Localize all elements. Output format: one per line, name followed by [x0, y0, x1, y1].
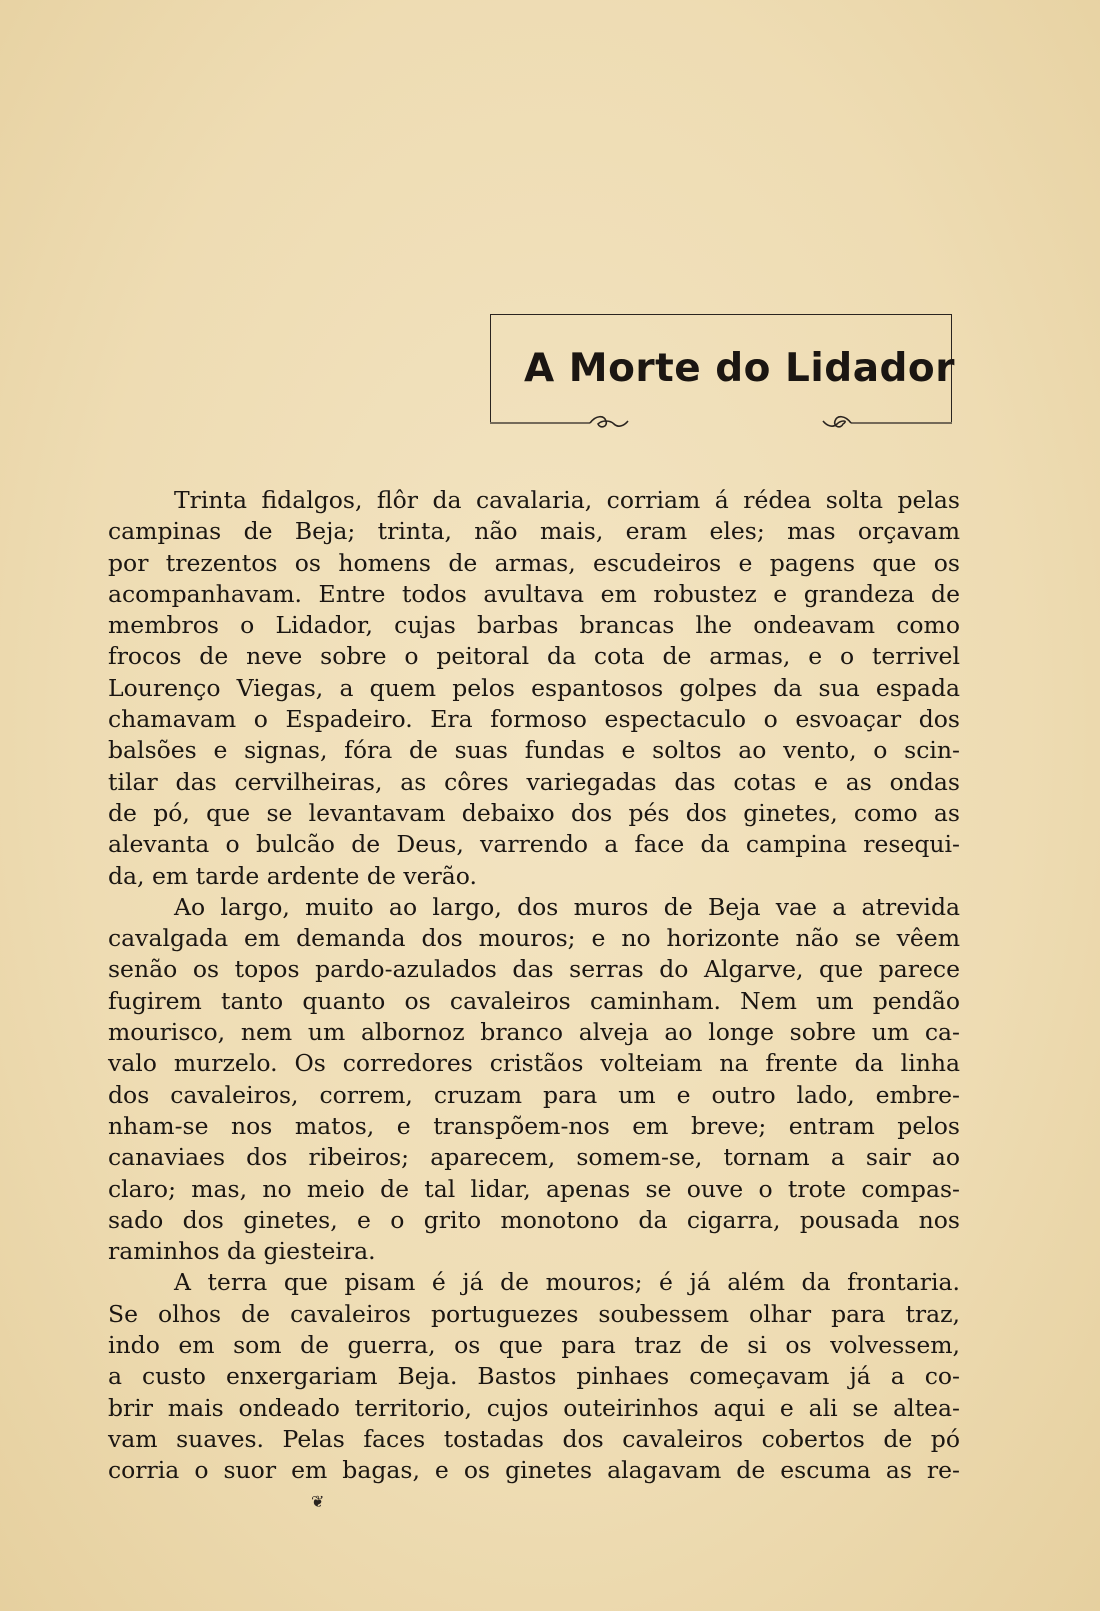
text-line: brir mais ondeado territorio, cujos outeirinhos aqui e ali se altea- — [108, 1393, 960, 1422]
text-line: balsões e signas, fóra de suas fundas e soltos ao vento, o scin- — [108, 736, 960, 765]
text-line: sado dos ginetes, e o grito monotono da cigarra, pousada nos — [108, 1205, 960, 1234]
text-line: Se olhos de cavaleiros portuguezes soubessem olhar para traz, — [108, 1299, 960, 1328]
text-line: senão os topos pardo-azulados das serras do Algarve, que parece — [108, 955, 960, 984]
text-line: por trezentos os homens de armas, escudeiros e pagens que os — [108, 548, 960, 577]
text-line: tilar das cervilheiras, as côres variegadas das cotas e as ondas — [108, 767, 960, 796]
text-line: corria o suor em bagas, e os ginetes alagavam de escuma as re- — [108, 1456, 960, 1485]
body-text — [108, 485, 960, 1487]
chapter-title: A Morte do Lidador — [524, 346, 955, 391]
text-line: Trinta fidalgos, flôr da cavalaria, corriam á rédea solta pelas — [174, 486, 960, 514]
signature-mark-icon: ❦ — [311, 1492, 325, 1511]
text-line: Ao largo, muito ao largo, dos muros de Beja vae a atrevida — [174, 892, 960, 921]
text-line: fugirem tanto quanto os cavaleiros caminham. Nem um pendão — [108, 986, 960, 1015]
text-line: cavalgada em demanda dos mouros; e no horizonte não se vêem — [108, 924, 960, 953]
text-line: chamavam o Espadeiro. Era formoso espectaculo o esvoaçar dos — [108, 705, 960, 734]
text-line: campinas de Beja; trinta, não mais, eram eles; mas orçavam — [108, 517, 960, 546]
text-line: indo em som de guerra, os que para traz de si os volvessem, — [108, 1331, 960, 1360]
text-line: raminhos da giesteira. — [108, 1237, 376, 1266]
text-line: membros o Lidador, cujas barbas brancas lhe ondeavam como — [108, 611, 960, 640]
text-line: vam suaves. Pelas faces tostadas dos cavaleiros cobertos de pó — [108, 1424, 960, 1453]
text-line: mourisco, nem um albornoz branco alveja ao longe sobre um ca- — [108, 1018, 960, 1047]
text-line: a custo enxergariam Beja. Bastos pinhaes começavam já a co- — [108, 1362, 960, 1391]
text-line: da, em tarde ardente de verão. — [108, 861, 477, 890]
text-line: frocos de neve sobre o peitoral da cota de armas, e o terrivel — [108, 642, 960, 671]
text-line: alevanta o bulcão de Deus, varrendo a face da campina resequi- — [108, 830, 960, 859]
text-line: acompanhavam. Entre todos avultava em robustez e grandeza de — [108, 579, 960, 608]
text-line: canaviaes dos ribeiros; aparecem, somem-se, tornam a sair ao — [108, 1143, 960, 1172]
title-ornament-icon — [490, 412, 952, 434]
text-line: claro; mas, no meio de tal lidar, apenas se ouve o trote compas- — [108, 1174, 960, 1203]
text-line: valo murzelo. Os corredores cristãos volteiam na frente da linha — [108, 1049, 960, 1078]
text-line: Lourenço Viegas, a quem pelos espantosos golpes da sua espada — [108, 673, 960, 702]
text-line: nham-se nos matos, e transpõem-nos em breve; entram pelos — [108, 1111, 960, 1140]
text-line: dos cavaleiros, correm, cruzam para um e outro lado, embre- — [108, 1080, 960, 1109]
text-line: de pó, que se levantavam debaixo dos pés dos ginetes, como as — [108, 798, 960, 827]
text-line: A terra que pisam é já de mouros; é já além da frontaria. — [174, 1268, 960, 1297]
